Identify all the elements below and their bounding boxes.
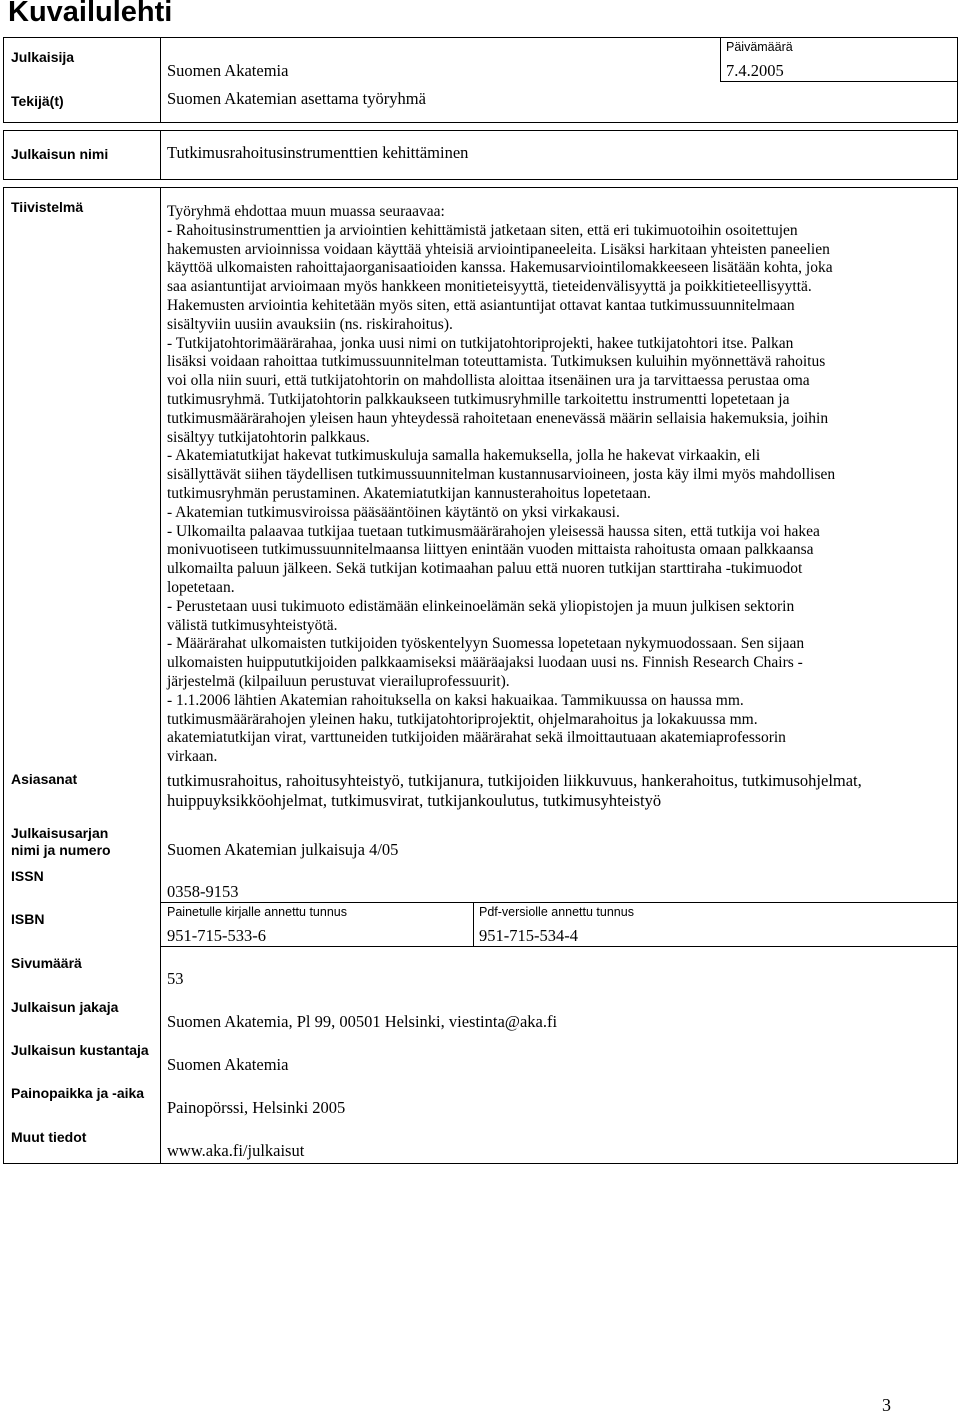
value-pub-name: Tutkimusrahoitusinstrumenttien kehittäminen bbox=[167, 143, 469, 162]
abstract-line: - Ulkomailta palaavaa tutkijaa tuetaan tutkimusmäärärahojen yleisessä haussa siten, että tutkija voi hakea bbox=[167, 522, 820, 540]
value-isbn-pdf: 951-715-534-4 bbox=[479, 926, 578, 945]
abstract-line: - Tutkijatohtorimäärärahaa, jonka uusi nimi on tutkijatohtoriprojekti, hakee tutkijatohtori itse. Palkan bbox=[167, 334, 794, 352]
abstract-line: Hakemusten arviointia kehitetään myös siten, että asiantuntijat ottavat kantaa tutkimussuunnitelmaan bbox=[167, 296, 795, 314]
label-pages: Sivumäärä bbox=[11, 955, 82, 971]
abstract-line: lopetetaan. bbox=[167, 578, 235, 596]
abstract-line: - Akatemian tutkimusviroissa pääsääntöinen käytäntö on yksi virkakausi. bbox=[167, 503, 620, 521]
abstract-text bbox=[167, 203, 957, 767]
label-pub-name: Julkaisun nimi bbox=[11, 146, 109, 162]
abstract-line: sisältyviin uusiin avauksiin (ns. riskirahoitus). bbox=[167, 315, 453, 333]
divider bbox=[720, 37, 721, 82]
label-isbn-print: Painetulle kirjalle annettu tunnus bbox=[167, 905, 347, 919]
label-isbn-pdf: Pdf-versiolle annettu tunnus bbox=[479, 905, 634, 919]
page-number: 3 bbox=[882, 1395, 891, 1415]
divider bbox=[160, 37, 161, 123]
abstract-line: sisällyttävät siihen täydellisen tutkimussuunnitelman kustannusarvioineen, josta käy ilmi myös mahdollisen bbox=[167, 466, 836, 484]
abstract-line: tutkimusmäärärahojen yleinen haku, tutkijatohtoriprojektit, ohjelmarahoitus ja lokakuussa mm. bbox=[167, 710, 758, 728]
abstract-line: tutkimusmäärärahojen yleisen haun yhteydessä rahoitetaan enenevässä määrin sellaisia hakemuksia, joihin bbox=[167, 409, 829, 427]
abstract-line: välistä tutkimusyhteistyötä. bbox=[167, 616, 338, 634]
abstract-line: akatemiatutkijan virat, varttuneiden tutkijoiden määrärahat sekä ilmoittautuaan akatemiaprofessorin bbox=[167, 729, 786, 747]
value-isbn-print: 951-715-533-6 bbox=[167, 926, 266, 945]
keywords-text bbox=[167, 771, 957, 810]
abstract-line: voi olla niin suuri, että tutkijatohtorin on mahdollista aloittaa itsenäinen ura ja tarvittaessa perustaa oma bbox=[167, 372, 810, 390]
value-other: www.aka.fi/julkaisut bbox=[167, 1141, 305, 1160]
divider bbox=[473, 902, 474, 947]
page-title: Kuvailulehti bbox=[8, 0, 173, 28]
divider bbox=[160, 946, 958, 947]
divider bbox=[160, 902, 958, 903]
value-distributor: Suomen Akatemia, Pl 99, 00501 Helsinki, viestinta@aka.fi bbox=[167, 1012, 558, 1031]
value-issn: 0358-9153 bbox=[167, 882, 239, 901]
abstract-line: - Rahoitusinstrumenttien ja arviointien kehittämistä jatketaan siten, että eri tukimuotoihin osoitettujen bbox=[167, 221, 798, 239]
divider bbox=[160, 187, 161, 1164]
divider bbox=[720, 81, 958, 82]
abstract-line: ulkomaisten huippututkijoiden palkkaamiseksi määräajaksi luodaan uusi ns. Finnish Research Chairs - bbox=[167, 654, 803, 672]
abstract-line: lisäksi voidaan rahoittaa tutkimussuunnitelman toteuttamista. Tutkimuksen kuluihin myönnettävä rahoitus bbox=[167, 353, 826, 371]
abstract-line: ulkomailta paluun jälkeen. Sekä tutkijan kotimaahan paluu että nuoren tutkijan starttiraha -tukimuodot bbox=[167, 560, 803, 578]
divider bbox=[160, 130, 161, 180]
abstract-line: tutkimusryhmän perustaminen. Akatemiatutkijan kannusterahoitus lopetetaan. bbox=[167, 484, 651, 502]
label-authors: Tekijä(t) bbox=[11, 93, 64, 109]
label-date: Päivämäärä bbox=[726, 40, 793, 54]
abstract-line: - Akatemiatutkijat hakevat tutkimuskuluja samalla hakemuksella, jolla he hakevat virkaakin, eli bbox=[167, 447, 761, 465]
value-authors: Suomen Akatemian asettama työryhmä bbox=[167, 89, 426, 108]
abstract-line: - Perustetaan uusi tukimuoto edistämään elinkeinoelämän sekä yliopistojen ja muun julkisen sektorin bbox=[167, 597, 795, 615]
label-print: Painopaikka ja -aika bbox=[11, 1085, 145, 1101]
keyword-line: tutkimusrahoitus, rahoitusyhteistyö, tutkijanura, tutkijoiden liikkuvuus, hankerahoitus, tutkimusohjelmat, bbox=[167, 771, 862, 790]
keyword-line: huippuyksikköohjelmat, tutkimusvirat, tutkijankoulutus, tutkimusyhteistyö bbox=[167, 790, 662, 810]
label-series-2: nimi ja numero bbox=[11, 842, 111, 858]
value-date: 7.4.2005 bbox=[726, 61, 784, 80]
abstract-line: käyttöä ulkomaisten rahoittajaorganisaatioiden kanssa. Hakemusarviointilomakkeeseen lisätään kohta, joka bbox=[167, 259, 833, 277]
value-print: Painopörssi, Helsinki 2005 bbox=[167, 1098, 346, 1117]
abstract-line: järjestelmä (kilpailuun perustuvat vierailuprofessuurit). bbox=[167, 672, 510, 690]
value-pages: 53 bbox=[167, 969, 184, 988]
label-issn: ISSN bbox=[11, 868, 44, 884]
abstract-line: tutkimusryhmä. Tutkijatohtorin palkkaukseen tutkimusryhmille tarkoitettu instrumentti lopetetaan ja bbox=[167, 390, 790, 408]
abstract-line: - Määrärahat ulkomaisten tutkijoiden työskentelyyn Suomessa lopetetaan nykymuodossaan. Sen sijaan bbox=[167, 635, 805, 653]
abstract-line: sisältyy tutkijatohtorin palkkaus. bbox=[167, 428, 370, 446]
label-abstract: Tiivistelmä bbox=[11, 199, 84, 215]
header-box bbox=[3, 37, 958, 123]
value-publisher: Suomen Akatemia bbox=[167, 61, 289, 80]
abstract-line: saa asiantuntijat arvioimaan myös hankkeen monitieteisyyttä, tieteidenvälisyyttä ja poikkitieteellisyyttä. bbox=[167, 278, 812, 296]
label-isbn: ISBN bbox=[11, 911, 45, 927]
abstract-line: - 1.1.2006 lähtien Akatemian rahoituksella on kaksi hakuaikaa. Tammikuussa on haussa mm. bbox=[167, 691, 744, 709]
pub-name-box bbox=[3, 130, 958, 180]
abstract-line: monivuotiseen tutkimussuunnitelmaansa liittyen enintään vuoden mittaista rahoitusta omaan palkkaansa bbox=[167, 541, 814, 559]
abstract-line: hakemusten arvioinnissa voidaan käyttää yhteisiä arviointipaneeleita. Lisäksi harkitaan yhteisten paneelien bbox=[167, 240, 830, 258]
abstract-line: Työryhmä ehdottaa muun muassa seuraavaa: bbox=[167, 203, 445, 220]
label-other: Muut tiedot bbox=[11, 1129, 87, 1145]
label-publisher: Julkaisija bbox=[11, 49, 75, 65]
label-issuer: Julkaisun kustantaja bbox=[11, 1042, 149, 1058]
value-series: Suomen Akatemian julkaisuja 4/05 bbox=[167, 840, 399, 859]
label-keywords: Asiasanat bbox=[11, 771, 78, 787]
abstract-line: virkaan. bbox=[167, 748, 218, 766]
label-series-1: Julkaisusarjan bbox=[11, 825, 109, 841]
value-issuer: Suomen Akatemia bbox=[167, 1055, 289, 1074]
label-distributor: Julkaisun jakaja bbox=[11, 999, 119, 1015]
